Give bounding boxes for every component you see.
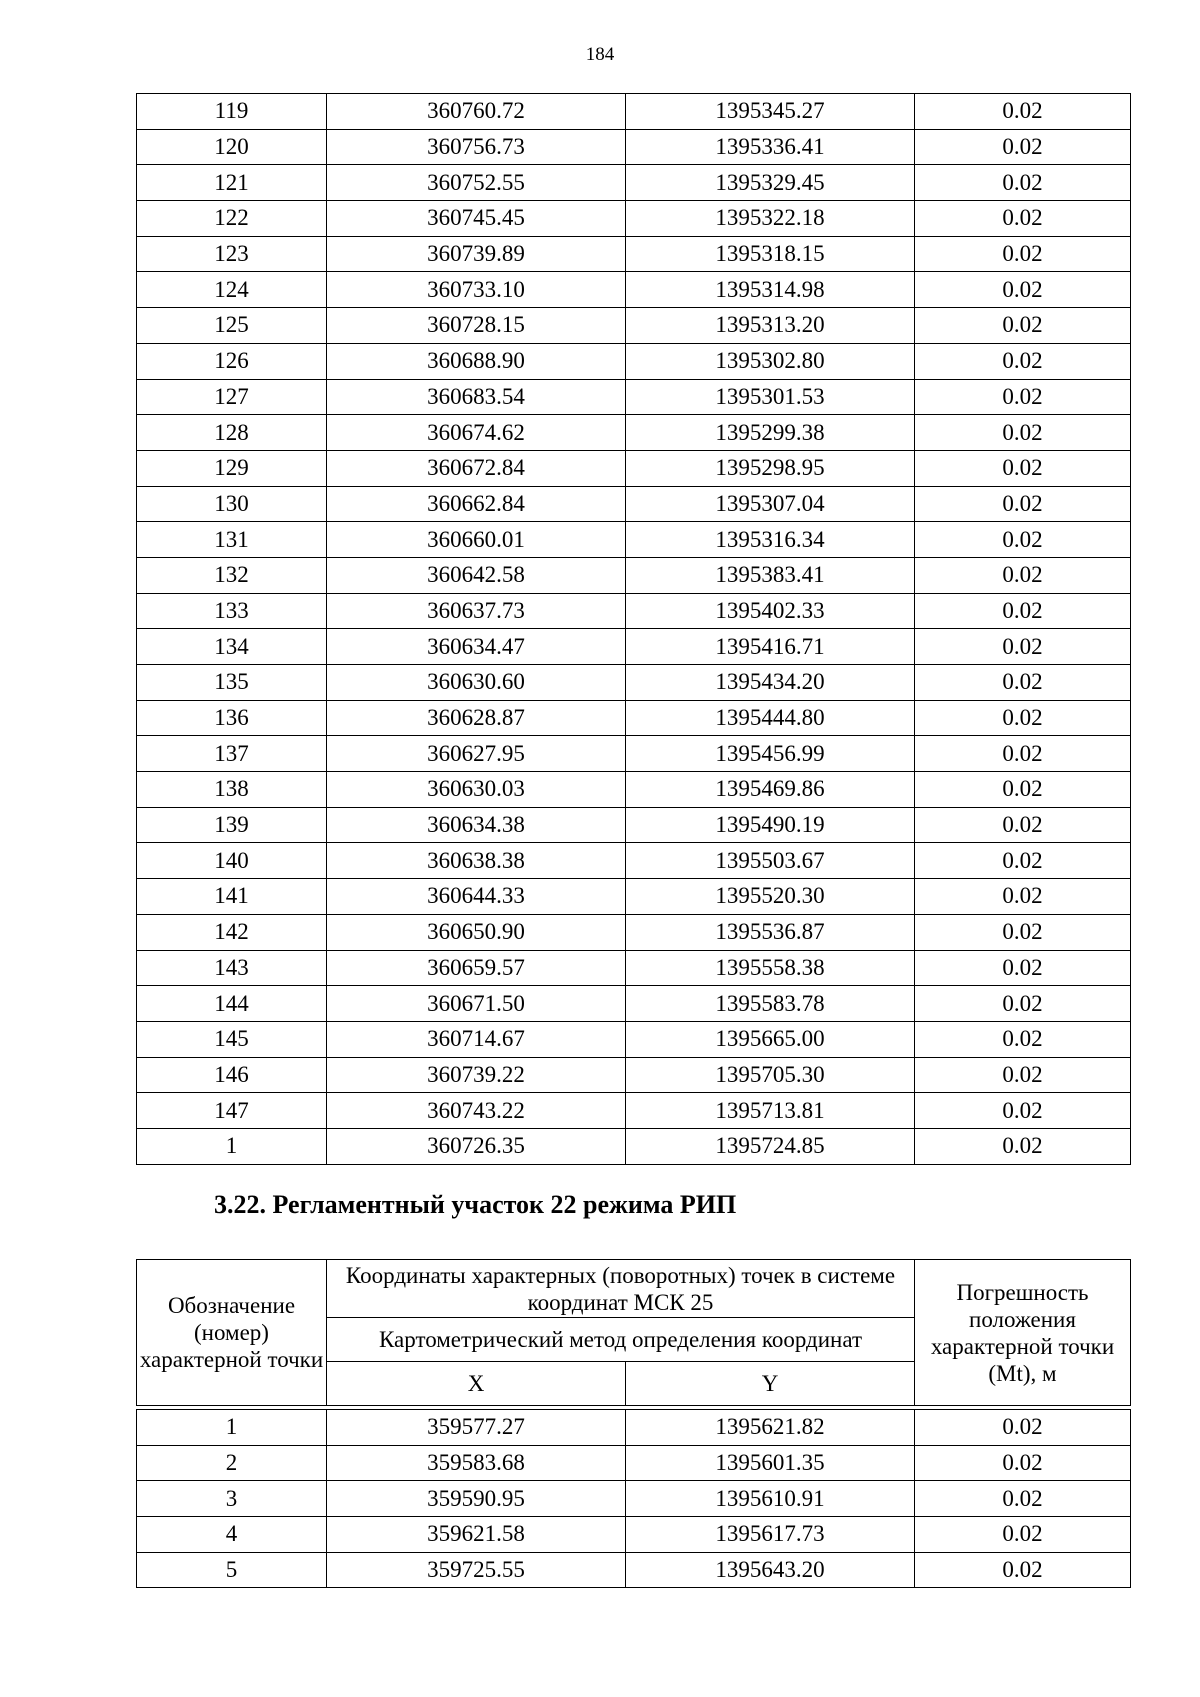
point-number-cell: 140 bbox=[137, 843, 327, 879]
accuracy-value-cell: 0.02 bbox=[915, 236, 1131, 272]
point-number-cell: 133 bbox=[137, 593, 327, 629]
accuracy-value-cell: 0.02 bbox=[915, 807, 1131, 843]
accuracy-value-cell: 0.02 bbox=[915, 450, 1131, 486]
table-row bbox=[137, 629, 1131, 665]
point-number-cell: 145 bbox=[137, 1021, 327, 1057]
x-coordinate-cell: 360662.84 bbox=[327, 486, 626, 522]
y-coordinate-cell: 1395469.86 bbox=[626, 772, 915, 808]
table-row bbox=[137, 557, 1131, 593]
table-row bbox=[137, 1128, 1131, 1164]
point-number-cell: 3 bbox=[137, 1481, 327, 1517]
y-coordinate-cell: 1395298.95 bbox=[626, 450, 915, 486]
y-coordinate-cell: 1395313.20 bbox=[626, 308, 915, 344]
accuracy-value-cell: 0.02 bbox=[915, 201, 1131, 237]
x-coordinate-cell: 360739.22 bbox=[327, 1057, 626, 1093]
x-coordinate-cell: 359621.58 bbox=[327, 1517, 626, 1553]
table-row bbox=[137, 236, 1131, 272]
point-number-cell: 125 bbox=[137, 308, 327, 344]
header-x: X bbox=[327, 1362, 626, 1406]
table-row bbox=[137, 129, 1131, 165]
x-coordinate-cell: 360628.87 bbox=[327, 700, 626, 736]
y-coordinate-cell: 1395416.71 bbox=[626, 629, 915, 665]
x-coordinate-cell: 360638.38 bbox=[327, 843, 626, 879]
accuracy-value-cell: 0.02 bbox=[915, 415, 1131, 451]
x-coordinate-cell: 360683.54 bbox=[327, 379, 626, 415]
table-row bbox=[137, 522, 1131, 558]
table-row bbox=[137, 772, 1131, 808]
point-number-cell: 131 bbox=[137, 522, 327, 558]
y-coordinate-cell: 1395705.30 bbox=[626, 1057, 915, 1093]
table-row bbox=[137, 201, 1131, 237]
y-coordinate-cell: 1395402.33 bbox=[626, 593, 915, 629]
x-coordinate-cell: 360630.60 bbox=[327, 665, 626, 701]
x-coordinate-cell: 360634.47 bbox=[327, 629, 626, 665]
point-number-cell: 146 bbox=[137, 1057, 327, 1093]
table-row bbox=[137, 272, 1131, 308]
y-coordinate-cell: 1395583.78 bbox=[626, 986, 915, 1022]
point-number-cell: 142 bbox=[137, 914, 327, 950]
x-coordinate-cell: 360634.38 bbox=[327, 807, 626, 843]
accuracy-value-cell: 0.02 bbox=[915, 914, 1131, 950]
table-row bbox=[137, 1021, 1131, 1057]
point-number-cell: 1 bbox=[137, 1128, 327, 1164]
point-number-cell: 130 bbox=[137, 486, 327, 522]
y-coordinate-cell: 1395601.35 bbox=[626, 1445, 915, 1481]
table-row bbox=[137, 914, 1131, 950]
point-number-cell: 120 bbox=[137, 129, 327, 165]
point-number-cell: 147 bbox=[137, 1093, 327, 1129]
accuracy-value-cell: 0.02 bbox=[915, 379, 1131, 415]
y-coordinate-cell: 1395665.00 bbox=[626, 1021, 915, 1057]
accuracy-value-cell: 0.02 bbox=[915, 1410, 1131, 1446]
table-row bbox=[137, 1445, 1131, 1481]
accuracy-value-cell: 0.02 bbox=[915, 879, 1131, 915]
table-row bbox=[137, 486, 1131, 522]
y-coordinate-cell: 1395724.85 bbox=[626, 1128, 915, 1164]
accuracy-value-cell: 0.02 bbox=[915, 94, 1131, 130]
accuracy-value-cell: 0.02 bbox=[915, 1517, 1131, 1553]
accuracy-value-cell: 0.02 bbox=[915, 950, 1131, 986]
point-number-cell: 144 bbox=[137, 986, 327, 1022]
table-row bbox=[137, 843, 1131, 879]
accuracy-value-cell: 0.02 bbox=[915, 1093, 1131, 1129]
y-coordinate-cell: 1395345.27 bbox=[626, 94, 915, 130]
table-row bbox=[137, 1517, 1131, 1553]
x-coordinate-cell: 359725.55 bbox=[327, 1552, 626, 1588]
accuracy-value-cell: 0.02 bbox=[915, 272, 1131, 308]
accuracy-value-cell: 0.02 bbox=[915, 1481, 1131, 1517]
coordinates-table-section-3-22 bbox=[136, 1259, 1131, 1588]
accuracy-value-cell: 0.02 bbox=[915, 986, 1131, 1022]
x-coordinate-cell: 360726.35 bbox=[327, 1128, 626, 1164]
accuracy-value-cell: 0.02 bbox=[915, 522, 1131, 558]
coordinates-table-continued bbox=[136, 93, 1131, 1165]
accuracy-value-cell: 0.02 bbox=[915, 486, 1131, 522]
point-number-cell: 138 bbox=[137, 772, 327, 808]
accuracy-value-cell: 0.02 bbox=[915, 1057, 1131, 1093]
accuracy-value-cell: 0.02 bbox=[915, 1128, 1131, 1164]
accuracy-value-cell: 0.02 bbox=[915, 1552, 1131, 1588]
point-number-cell: 137 bbox=[137, 736, 327, 772]
table-row bbox=[137, 1410, 1131, 1446]
table-row bbox=[137, 343, 1131, 379]
table-row bbox=[137, 308, 1131, 344]
accuracy-value-cell: 0.02 bbox=[915, 165, 1131, 201]
table-row bbox=[137, 700, 1131, 736]
y-coordinate-cell: 1395299.38 bbox=[626, 415, 915, 451]
table-row bbox=[137, 1057, 1131, 1093]
x-coordinate-cell: 359583.68 bbox=[327, 1445, 626, 1481]
x-coordinate-cell: 360644.33 bbox=[327, 879, 626, 915]
x-coordinate-cell: 359577.27 bbox=[327, 1410, 626, 1446]
y-coordinate-cell: 1395520.30 bbox=[626, 879, 915, 915]
point-number-cell: 2 bbox=[137, 1445, 327, 1481]
point-number-cell: 121 bbox=[137, 165, 327, 201]
y-coordinate-cell: 1395558.38 bbox=[626, 950, 915, 986]
y-coordinate-cell: 1395329.45 bbox=[626, 165, 915, 201]
x-coordinate-cell: 360760.72 bbox=[327, 94, 626, 130]
y-coordinate-cell: 1395490.19 bbox=[626, 807, 915, 843]
accuracy-value-cell: 0.02 bbox=[915, 343, 1131, 379]
table-row bbox=[137, 665, 1131, 701]
x-coordinate-cell: 360688.90 bbox=[327, 343, 626, 379]
x-coordinate-cell: 360630.03 bbox=[327, 772, 626, 808]
x-coordinate-cell: 360642.58 bbox=[327, 557, 626, 593]
table-row bbox=[137, 94, 1131, 130]
table-row bbox=[137, 450, 1131, 486]
y-coordinate-cell: 1395503.67 bbox=[626, 843, 915, 879]
table-row bbox=[137, 879, 1131, 915]
point-number-cell: 119 bbox=[137, 94, 327, 130]
accuracy-value-cell: 0.02 bbox=[915, 1021, 1131, 1057]
x-coordinate-cell: 360743.22 bbox=[327, 1093, 626, 1129]
y-coordinate-cell: 1395302.80 bbox=[626, 343, 915, 379]
y-coordinate-cell: 1395621.82 bbox=[626, 1410, 915, 1446]
y-coordinate-cell: 1395383.41 bbox=[626, 557, 915, 593]
accuracy-value-cell: 0.02 bbox=[915, 593, 1131, 629]
accuracy-value-cell: 0.02 bbox=[915, 843, 1131, 879]
header-method: Картометрический метод определения координат bbox=[327, 1318, 915, 1362]
table-row bbox=[137, 593, 1131, 629]
point-number-cell: 1 bbox=[137, 1410, 327, 1446]
point-number-cell: 132 bbox=[137, 557, 327, 593]
y-coordinate-cell: 1395318.15 bbox=[626, 236, 915, 272]
point-number-cell: 124 bbox=[137, 272, 327, 308]
point-number-cell: 127 bbox=[137, 379, 327, 415]
x-coordinate-cell: 360650.90 bbox=[327, 914, 626, 950]
table-row bbox=[137, 807, 1131, 843]
point-number-cell: 143 bbox=[137, 950, 327, 986]
y-coordinate-cell: 1395314.98 bbox=[626, 272, 915, 308]
table-row bbox=[137, 1481, 1131, 1517]
table-row bbox=[137, 950, 1131, 986]
accuracy-value-cell: 0.02 bbox=[915, 129, 1131, 165]
y-coordinate-cell: 1395444.80 bbox=[626, 700, 915, 736]
accuracy-value-cell: 0.02 bbox=[915, 772, 1131, 808]
header-y: Y bbox=[626, 1362, 915, 1406]
y-coordinate-cell: 1395610.91 bbox=[626, 1481, 915, 1517]
x-coordinate-cell: 360637.73 bbox=[327, 593, 626, 629]
x-coordinate-cell: 360745.45 bbox=[327, 201, 626, 237]
accuracy-value-cell: 0.02 bbox=[915, 308, 1131, 344]
x-coordinate-cell: 360674.62 bbox=[327, 415, 626, 451]
point-number-cell: 134 bbox=[137, 629, 327, 665]
x-coordinate-cell: 360671.50 bbox=[327, 986, 626, 1022]
y-coordinate-cell: 1395336.41 bbox=[626, 129, 915, 165]
x-coordinate-cell: 360733.10 bbox=[327, 272, 626, 308]
y-coordinate-cell: 1395316.34 bbox=[626, 522, 915, 558]
point-number-cell: 128 bbox=[137, 415, 327, 451]
y-coordinate-cell: 1395643.20 bbox=[626, 1552, 915, 1588]
point-number-cell: 123 bbox=[137, 236, 327, 272]
point-number-cell: 135 bbox=[137, 665, 327, 701]
x-coordinate-cell: 360659.57 bbox=[327, 950, 626, 986]
point-number-cell: 141 bbox=[137, 879, 327, 915]
table-row bbox=[137, 379, 1131, 415]
x-coordinate-cell: 360714.67 bbox=[327, 1021, 626, 1057]
point-number-cell: 4 bbox=[137, 1517, 327, 1553]
accuracy-value-cell: 0.02 bbox=[915, 1445, 1131, 1481]
table-row bbox=[137, 165, 1131, 201]
point-number-cell: 5 bbox=[137, 1552, 327, 1588]
y-coordinate-cell: 1395322.18 bbox=[626, 201, 915, 237]
header-coordinate-system: Координаты характерных (поворотных) точек в системе координат МСК 25 bbox=[327, 1260, 915, 1318]
y-coordinate-cell: 1395456.99 bbox=[626, 736, 915, 772]
point-number-cell: 129 bbox=[137, 450, 327, 486]
y-coordinate-cell: 1395434.20 bbox=[626, 665, 915, 701]
table-row bbox=[137, 1093, 1131, 1129]
table-row bbox=[137, 736, 1131, 772]
x-coordinate-cell: 360756.73 bbox=[327, 129, 626, 165]
table-row bbox=[137, 986, 1131, 1022]
page-number: 184 bbox=[585, 44, 615, 65]
y-coordinate-cell: 1395617.73 bbox=[626, 1517, 915, 1553]
accuracy-value-cell: 0.02 bbox=[915, 700, 1131, 736]
x-coordinate-cell: 359590.95 bbox=[327, 1481, 626, 1517]
y-coordinate-cell: 1395301.53 bbox=[626, 379, 915, 415]
accuracy-value-cell: 0.02 bbox=[915, 557, 1131, 593]
header-accuracy: Погрешность положения характерной точки (Mt), м bbox=[915, 1260, 1131, 1406]
y-coordinate-cell: 1395713.81 bbox=[626, 1093, 915, 1129]
point-number-cell: 126 bbox=[137, 343, 327, 379]
x-coordinate-cell: 360752.55 bbox=[327, 165, 626, 201]
x-coordinate-cell: 360739.89 bbox=[327, 236, 626, 272]
accuracy-value-cell: 0.02 bbox=[915, 736, 1131, 772]
y-coordinate-cell: 1395307.04 bbox=[626, 486, 915, 522]
header-designation: Обозначение (номер) характерной точки bbox=[137, 1260, 327, 1406]
section-heading: 3.22. Регламентный участок 22 режима РИП bbox=[214, 1190, 737, 1219]
table-row bbox=[137, 1552, 1131, 1588]
x-coordinate-cell: 360728.15 bbox=[327, 308, 626, 344]
point-number-cell: 122 bbox=[137, 201, 327, 237]
table-row bbox=[137, 415, 1131, 451]
point-number-cell: 136 bbox=[137, 700, 327, 736]
point-number-cell: 139 bbox=[137, 807, 327, 843]
x-coordinate-cell: 360627.95 bbox=[327, 736, 626, 772]
y-coordinate-cell: 1395536.87 bbox=[626, 914, 915, 950]
accuracy-value-cell: 0.02 bbox=[915, 629, 1131, 665]
x-coordinate-cell: 360660.01 bbox=[327, 522, 626, 558]
x-coordinate-cell: 360672.84 bbox=[327, 450, 626, 486]
accuracy-value-cell: 0.02 bbox=[915, 665, 1131, 701]
